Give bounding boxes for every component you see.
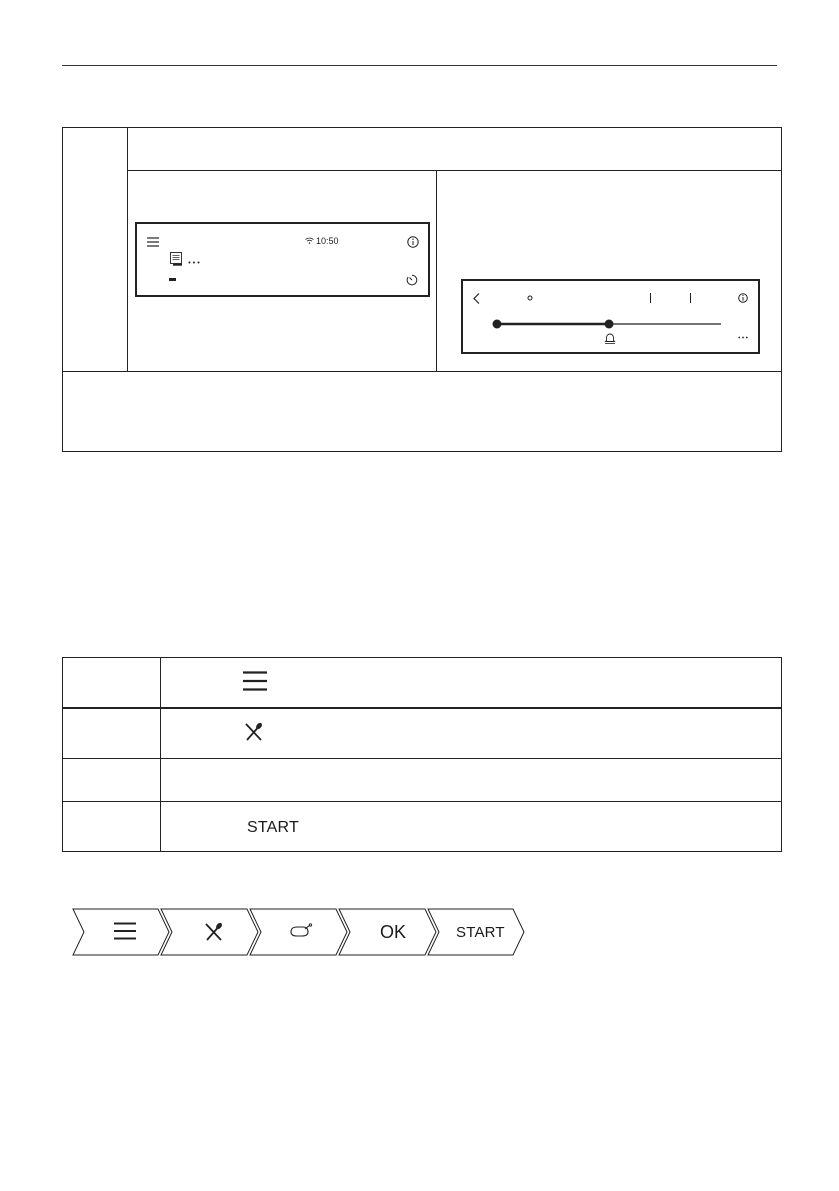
info-icon[interactable] <box>738 293 748 303</box>
start-label: START <box>247 819 299 836</box>
wifi-icon <box>305 237 314 244</box>
dish-icon[interactable] <box>290 924 312 938</box>
timer-icon[interactable] <box>406 274 418 286</box>
cutlery-icon <box>244 722 264 742</box>
start-label[interactable]: START <box>456 924 505 941</box>
display-home-screen <box>135 222 430 297</box>
table-divider <box>127 170 782 171</box>
display-settings-screen <box>461 279 760 354</box>
menu-icon[interactable] <box>114 922 136 940</box>
table-divider <box>62 758 782 759</box>
table-divider <box>62 707 782 709</box>
table-divider <box>436 170 437 371</box>
info-icon[interactable] <box>407 236 419 248</box>
more-icon[interactable] <box>188 261 200 264</box>
steps-table <box>62 657 782 852</box>
tab-separator <box>650 293 651 303</box>
step-sequence <box>70 908 530 956</box>
back-icon[interactable] <box>473 293 480 304</box>
status-dot-icon <box>527 295 533 301</box>
tab-separator <box>690 293 691 303</box>
heating-function-icon[interactable] <box>170 252 184 266</box>
table-divider <box>160 657 161 852</box>
progress-indicator <box>169 278 176 281</box>
bell-icon <box>604 333 616 345</box>
menu-icon <box>243 671 267 691</box>
table-divider <box>62 801 782 802</box>
clock-time: 10:50 <box>316 236 339 246</box>
table-divider <box>127 127 128 372</box>
cutlery-icon[interactable] <box>204 922 224 942</box>
ok-label[interactable]: OK <box>380 922 407 942</box>
header-rule <box>62 65 777 66</box>
more-icon[interactable] <box>738 336 748 339</box>
menu-icon[interactable] <box>147 237 159 247</box>
table-divider <box>62 371 782 372</box>
